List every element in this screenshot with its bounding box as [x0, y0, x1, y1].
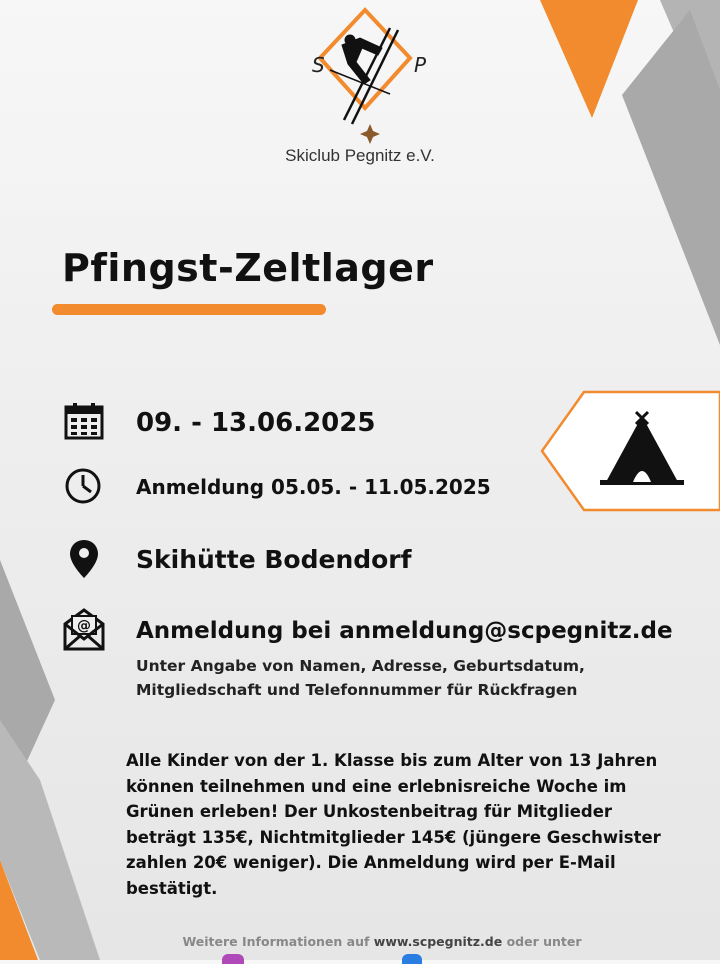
footer-info — [22, 934, 720, 949]
description-line2: können teilnehmen und eine erlebnisreiche Woche im — [126, 776, 627, 796]
registration-note-line1: Unter Angabe von Namen, Adresse, Geburtsdatum, — [136, 657, 585, 675]
footer-suffix: oder unter — [506, 934, 582, 949]
registration-period: Anmeldung 05.05. - 11.05.2025 — [136, 475, 491, 499]
email-icon — [62, 606, 106, 650]
description-line5: zahlen 20€ weniger). Die Anmeldung wird per E-Mail — [126, 853, 616, 872]
logo-letter-p: P — [414, 53, 427, 77]
facebook-icon[interactable] — [402, 954, 422, 964]
footer-website-link[interactable]: www.scpegnitz.de — [373, 934, 503, 949]
gray-stripe-top-right-2 — [622, 10, 720, 345]
description-line1: Alle Kinder von der 1. Klasse bis zum Alter von 13 Jahren — [126, 751, 658, 770]
footer-prefix: Weitere Informationen auf — [182, 934, 370, 949]
logo-letter-s: S — [312, 53, 325, 77]
title-underline — [52, 304, 326, 315]
instagram-icon[interactable] — [222, 954, 244, 964]
description-line3: Grünen erleben! Der Unkostenbeitrag für Mitglieder — [126, 802, 613, 821]
calendar-icon — [64, 402, 108, 446]
orange-triangle-top — [540, 0, 638, 118]
compass-star — [360, 124, 380, 144]
location-pin-icon — [68, 538, 112, 582]
club-name: Skiclub Pegnitz e.V. — [285, 146, 435, 165]
tent-callout — [540, 390, 720, 512]
registration-note — [136, 654, 696, 702]
logo-diamond — [320, 10, 410, 108]
event-date: 09. - 13.06.2025 — [136, 408, 376, 438]
description-paragraph — [126, 748, 686, 901]
description-line4: beträgt 135€, Nichtmitglieder 145€ (jüngere Geschwister — [126, 827, 661, 847]
event-title: Pfingst-Zeltlager — [62, 246, 434, 290]
club-logo — [290, 0, 440, 145]
description-line6: bestätigt. — [126, 878, 218, 898]
clock-icon — [64, 467, 108, 511]
svg-text:@: @ — [77, 618, 91, 634]
registration-note-line2: Mitgliedschaft und Telefonnummer für Rückfragen — [136, 681, 578, 699]
event-location: Skihütte Bodendorf — [136, 545, 412, 574]
registration-email-line: Anmeldung bei anmeldung@scpegnitz.de — [136, 618, 673, 644]
